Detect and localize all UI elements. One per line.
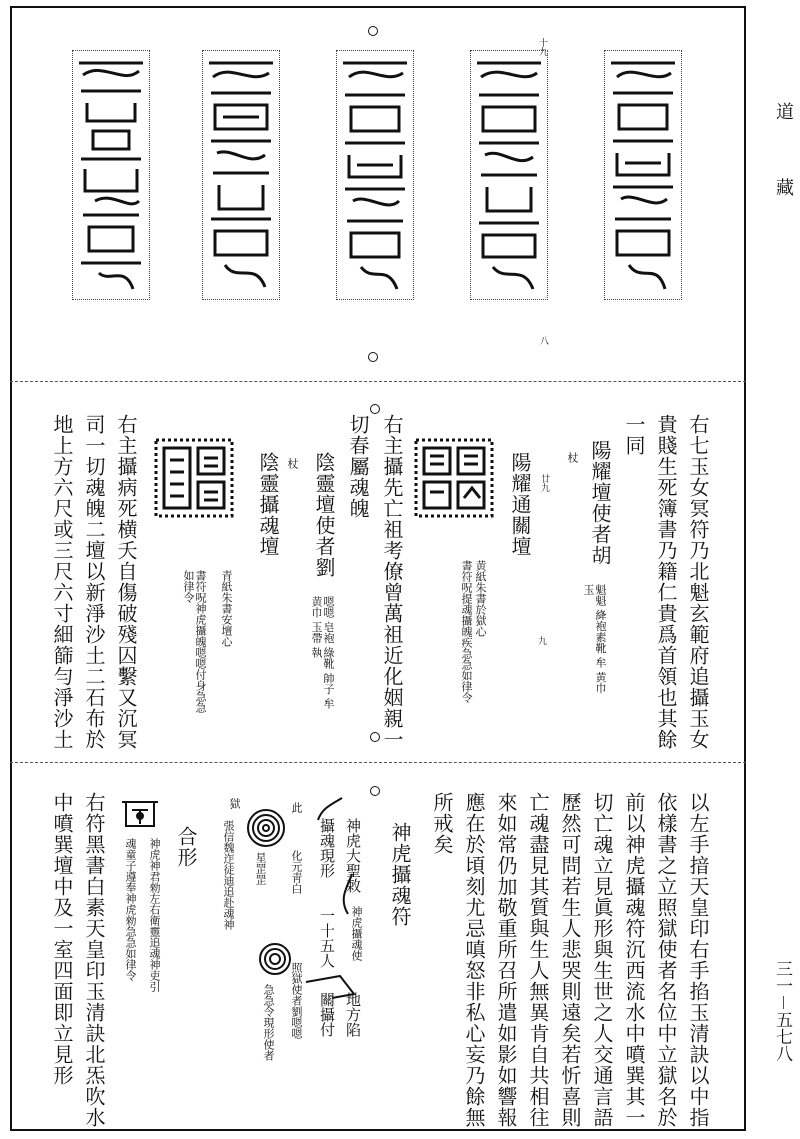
binding-hole xyxy=(368,352,378,362)
mid-col-5: 陽耀通關壇 xyxy=(508,452,532,557)
mid-col-7: 右主攝先亡祖考僚曾萬祖近化姻親一 xyxy=(380,414,404,750)
bot-col-5: 歷然可問若生人悲哭則遠矣若忻喜則 xyxy=(558,792,582,1128)
section-divider-top xyxy=(10,381,746,382)
talisman-seal-1 xyxy=(72,50,150,300)
mid-col-2: 貴賤生死簿書乃籍仁貴爲首領也其餘 xyxy=(654,414,678,750)
mid-col-11-note-b: 書符呪神虎攝魄嗯嗯付身急急如律令 xyxy=(182,570,207,713)
bot-col-19: 右符黑書白素天皇印玉清訣北炁吹水 xyxy=(82,792,106,1128)
mid-col-13: 司一切魂魄二壇以新淨沙土二石布於 xyxy=(82,414,106,750)
bot-col-7: 來如常仍加敬重所召所遣如影如響報 xyxy=(494,792,518,1128)
bot-col-15: 張信魏迮徒迪追赴魂神 xyxy=(222,820,235,930)
mid-col-4: 陽耀壇使者胡 xyxy=(588,440,612,566)
bot-col-4: 切亡魂立見眞形與生世之人交通言語 xyxy=(590,792,614,1128)
bot-col-11c: 地方陷 xyxy=(344,992,362,1037)
binding-hole xyxy=(370,732,380,742)
bot-col-14b: 星罡罡 xyxy=(254,852,267,885)
mid-col-8: 切春屬魂魄 xyxy=(346,414,370,519)
mid-col-11-note-a: 青紙朱書安壇心 xyxy=(220,570,233,647)
yin-altar-seal-icon xyxy=(152,436,236,520)
mid-mark: 廿九 xyxy=(539,474,549,492)
bot-col-3: 前以神虎攝魂符沉西流水中噴巽其一 xyxy=(622,792,646,1128)
mid-col-4-end: 杖 xyxy=(566,452,579,463)
collection-mark-bottom: 藏 xyxy=(773,178,794,196)
talisman-seal-4 xyxy=(470,50,548,300)
mid-col-14: 地上方六尺或三尺六寸細篩勻淨沙土 xyxy=(50,414,74,750)
bot-col-13a: 此 xyxy=(290,802,303,813)
mid-col-6-note-b: 書符呪提魂攝魄疾急急如律令 xyxy=(460,560,473,703)
bot-col-14a: 獄 xyxy=(228,798,241,809)
bot-col-11a: 神虎大聖敕 xyxy=(344,818,362,893)
bot-col-1: 以左手揞天皇印右手掐玉清訣以中指 xyxy=(686,792,710,1128)
bot-col-12b: 一十五人 xyxy=(318,908,336,968)
binding-hole xyxy=(368,26,378,36)
spiral-seal-icon xyxy=(258,942,292,976)
bot-col-6: 亡魂盡見其質與生人無異肯自共相往 xyxy=(526,792,550,1128)
yang-altar-seal-icon xyxy=(412,436,496,520)
mid-col-9: 陰靈壇使者劉 xyxy=(312,452,336,578)
mid-col-9-end: 杖 xyxy=(286,458,299,469)
talisman-seal-2 xyxy=(202,50,280,300)
section-divider-bottom xyxy=(10,762,746,763)
bot-col-12c: 關攝付 xyxy=(318,992,336,1037)
small-seal-icon xyxy=(118,796,162,832)
spiral-seal-icon xyxy=(246,808,286,848)
bot-col-13c: 照獄使者劉嗯嗯 xyxy=(290,962,303,1039)
mid-col-12: 右主攝病死横夭自傷破殘囚繫又沉冥 xyxy=(114,414,138,750)
mid-col-4-note: 魁魁 絳袍素靴 牟 黄巾 玉 xyxy=(582,584,607,694)
collection-mark-top: 道 xyxy=(773,102,794,120)
talisman-seal-3 xyxy=(336,50,414,300)
page-mark-lower: 八 xyxy=(540,337,550,347)
talisman-seal-5 xyxy=(604,50,682,300)
page-mark-upper: 十九 xyxy=(537,38,547,56)
mid-col-6-note-a: 黄紙朱書於獄心 xyxy=(474,560,487,637)
mid-col-3: 一同 xyxy=(622,414,646,456)
bot-col-13b: 化元靑白 xyxy=(290,850,303,894)
bot-col-12a: 攝魂現形 xyxy=(318,818,336,878)
bot-col-18: 魂童子遵奉神虎勑急急如律令 xyxy=(124,838,137,981)
bot-col-10: 神虎攝魂符 xyxy=(388,822,412,927)
bot-col-20: 中噴巽壇中及一室四面即立見形 xyxy=(50,792,74,1086)
binding-hole xyxy=(370,786,380,796)
binding-hole xyxy=(370,404,380,414)
mid-col-9-note: 嗯嗯 皂袍 綠靴 帥子 牟黄巾 玉帶 執 xyxy=(310,596,335,709)
mid-col-10: 陰靈攝魂壇 xyxy=(256,452,280,557)
mid-col-1: 右七玉女冥符乃北魁玄範府追攝玉女 xyxy=(686,414,710,750)
bot-col-8: 應在於頃刻尤忌嗔怒非私心妄乃餘無 xyxy=(462,792,486,1128)
bot-col-9: 所戒矣 xyxy=(430,792,454,855)
bot-col-17: 神虎神君勑左右衛靈追魂神吏引 xyxy=(148,838,161,992)
bot-col-14c: 急急令現形使者 xyxy=(262,984,275,1061)
volume-page-number: 三一－五七八 xyxy=(772,960,792,1062)
bot-col-11b: 神虎攝魂使 xyxy=(350,906,363,961)
mid-mark-page: 九 xyxy=(538,637,548,647)
bot-col-2: 依樣書之立照獄使者名位中立獄名於 xyxy=(654,792,678,1128)
bot-col-16: 合形 xyxy=(174,826,198,868)
